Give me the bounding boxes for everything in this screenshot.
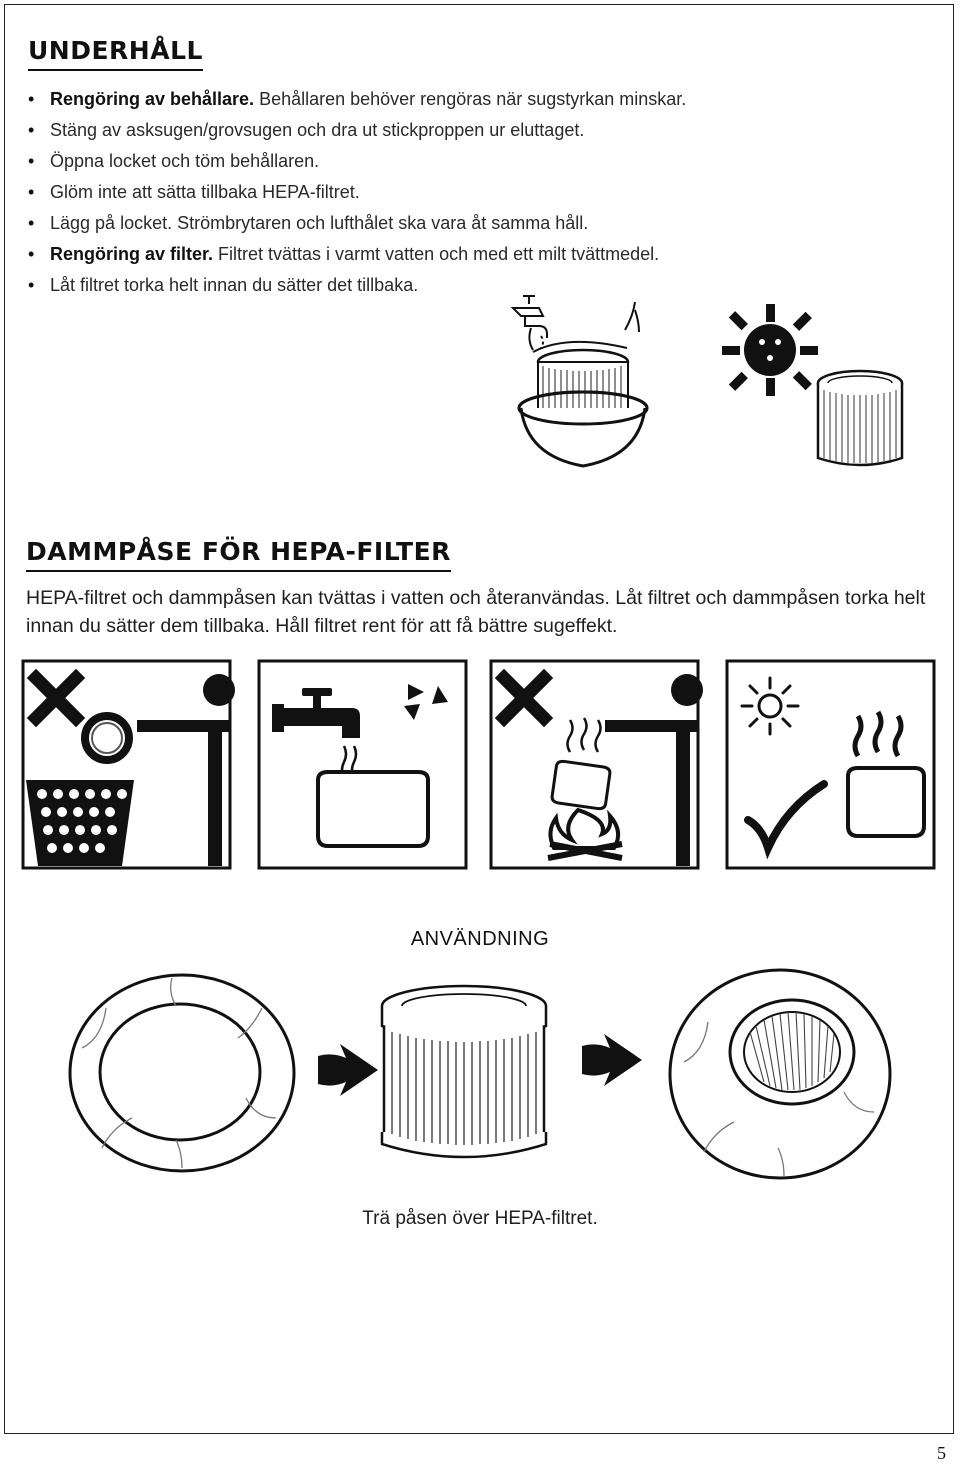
maintenance-list	[28, 84, 928, 301]
dust-bag-ring-icon	[62, 968, 302, 1178]
arrow-right-icon	[316, 1038, 380, 1102]
usage-caption: Trä påsen över HEPA-filtret.	[362, 1208, 598, 1229]
wash-under-tap-icon	[258, 660, 467, 869]
hepa-filter-icon	[378, 982, 550, 1164]
list-item: • Glöm inte att sätta tillbaka HEPA-filtret.	[28, 177, 928, 208]
faucet-wash-illustration	[505, 290, 675, 475]
usage-title: ANVÄNDNING	[410, 928, 550, 950]
section-title-dust-bag: DAMMPÅSE FÖR HEPA-FILTER	[26, 537, 451, 572]
list-item: • Lägg på locket. Strömbrytaren och lufthålet ska vara åt samma håll.	[28, 208, 928, 239]
list-item: • Rengöring av filter. Filtret tvättas i varmt vatten och med ett milt tvättmedel.	[28, 239, 928, 270]
dust-bag-paragraph: HEPA-filtret och dammpåsen kan tvättas i vatten och återanvändas. Låt filtret och dammpåsen torka helt innan du sätter dem tillbaka. Håll filtret rent för att få bättre sugeffekt.	[26, 587, 926, 637]
bag-on-filter-icon	[664, 962, 896, 1184]
list-item: • Låt filtret torka helt innan du sätter det tillbaka.	[28, 270, 928, 301]
list-item: • Stäng av asksugen/grovsugen och dra ut stickproppen ur eluttaget.	[28, 115, 928, 146]
section-title-maintenance: UNDERHÅLL	[28, 36, 203, 71]
page-number: 5	[937, 1443, 946, 1463]
list-item: • Rengöring av behållare. Behållaren behöver rengöras när sugstyrkan minskar.	[28, 84, 928, 115]
arrow-right-icon	[580, 1028, 644, 1092]
sun-dry-illustration	[720, 298, 905, 473]
no-fire-drying-icon	[490, 660, 699, 869]
list-item: • Öppna locket och töm behållaren.	[28, 146, 928, 177]
air-dry-ok-icon	[726, 660, 935, 869]
no-trash-icon	[22, 660, 231, 869]
